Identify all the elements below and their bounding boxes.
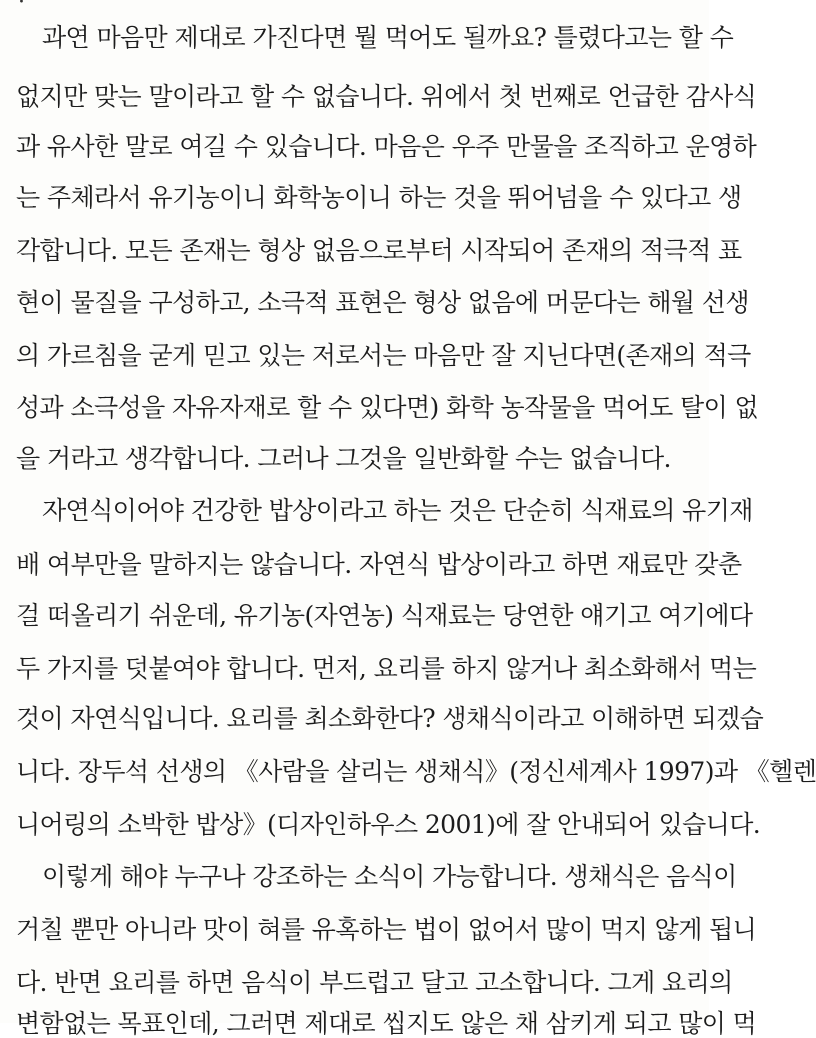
text-line: 과 유사한 말로 여길 수 있습니다. 마음은 우주 만물을 조직하고 운영하 [16,132,757,161]
text-line: 것이 자연식입니다. 요리를 최소화한다? 생채식이라고 이해하면 되겠습 [16,704,764,733]
text-line: 거칠 뿐만 아니라 맛이 혀를 유혹하는 법이 없어서 많이 먹지 않게 됩니 [16,915,757,944]
text-line: 니다. 장두석 선생의 《사람을 살리는 생채식》(정신세계사 1997)과 《헬렌 [16,757,816,786]
text-line: 다. 반면 요리를 하면 음식이 부드럽고 달고 고소합니다. 그게 요리의 [16,968,733,997]
text-line: 성과 소극성을 자유자재로 할 수 있다면) 화학 농작물을 먹어도 탈이 없 [16,393,759,422]
text-line: 각합니다. 모든 존재는 형상 없음으로부터 시작되어 존재의 적극적 표 [16,236,742,265]
text-line: 는 주체라서 유기농이니 화학농이니 하는 것을 뛰어넘을 수 있다고 생 [16,183,742,212]
text-line: 자연식이어야 건강한 밥상이라고 하는 것은 단순히 식재료의 유기재 [42,496,753,525]
text-line: 두 가지를 덧붙여야 합니다. 먼저, 요리를 하지 않거나 최소화해서 먹는 [16,654,757,683]
text-line: 이렇게 해야 누구나 강조하는 소식이 가능합니다. 생채식은 음식이 [42,862,737,891]
text-line: 의 가르침을 굳게 믿고 있는 저로서는 마음만 잘 지닌다면(존재의 적극 [16,341,751,370]
text-line: 변함없는 목표인데, 그러면 제대로 씹지도 않은 채 삼키게 되고 많이 먹 [16,1009,757,1038]
text-line: 현이 물질을 구성하고, 소극적 표현은 형상 없음에 머문다는 해월 선생 [16,288,749,317]
text-line: 없지만 맞는 말이라고 할 수 없습니다. 위에서 첫 번째로 언급한 감사식 [16,82,757,111]
text-line: 니어링의 소박한 밥상》(디자인하우스 2001)에 잘 안내되어 있습니다. [16,810,761,839]
text-line: 을 거라고 생각합니다. 그러나 그것을 일반화할 수는 없습니다. [16,444,671,473]
text-line: 걸 떠올리기 쉬운데, 유기농(자연농) 식재료는 당연한 얘기고 여기에다 [16,601,753,630]
cropped-header-fragment: · [18,0,25,15]
text-line: 과연 마음만 제대로 가진다면 뭘 먹어도 될까요? 틀렸다고는 할 수 [42,23,734,52]
text-line: 배 여부만을 말하지는 않습니다. 자연식 밥상이라고 하면 재료만 갖춘 [16,550,742,579]
